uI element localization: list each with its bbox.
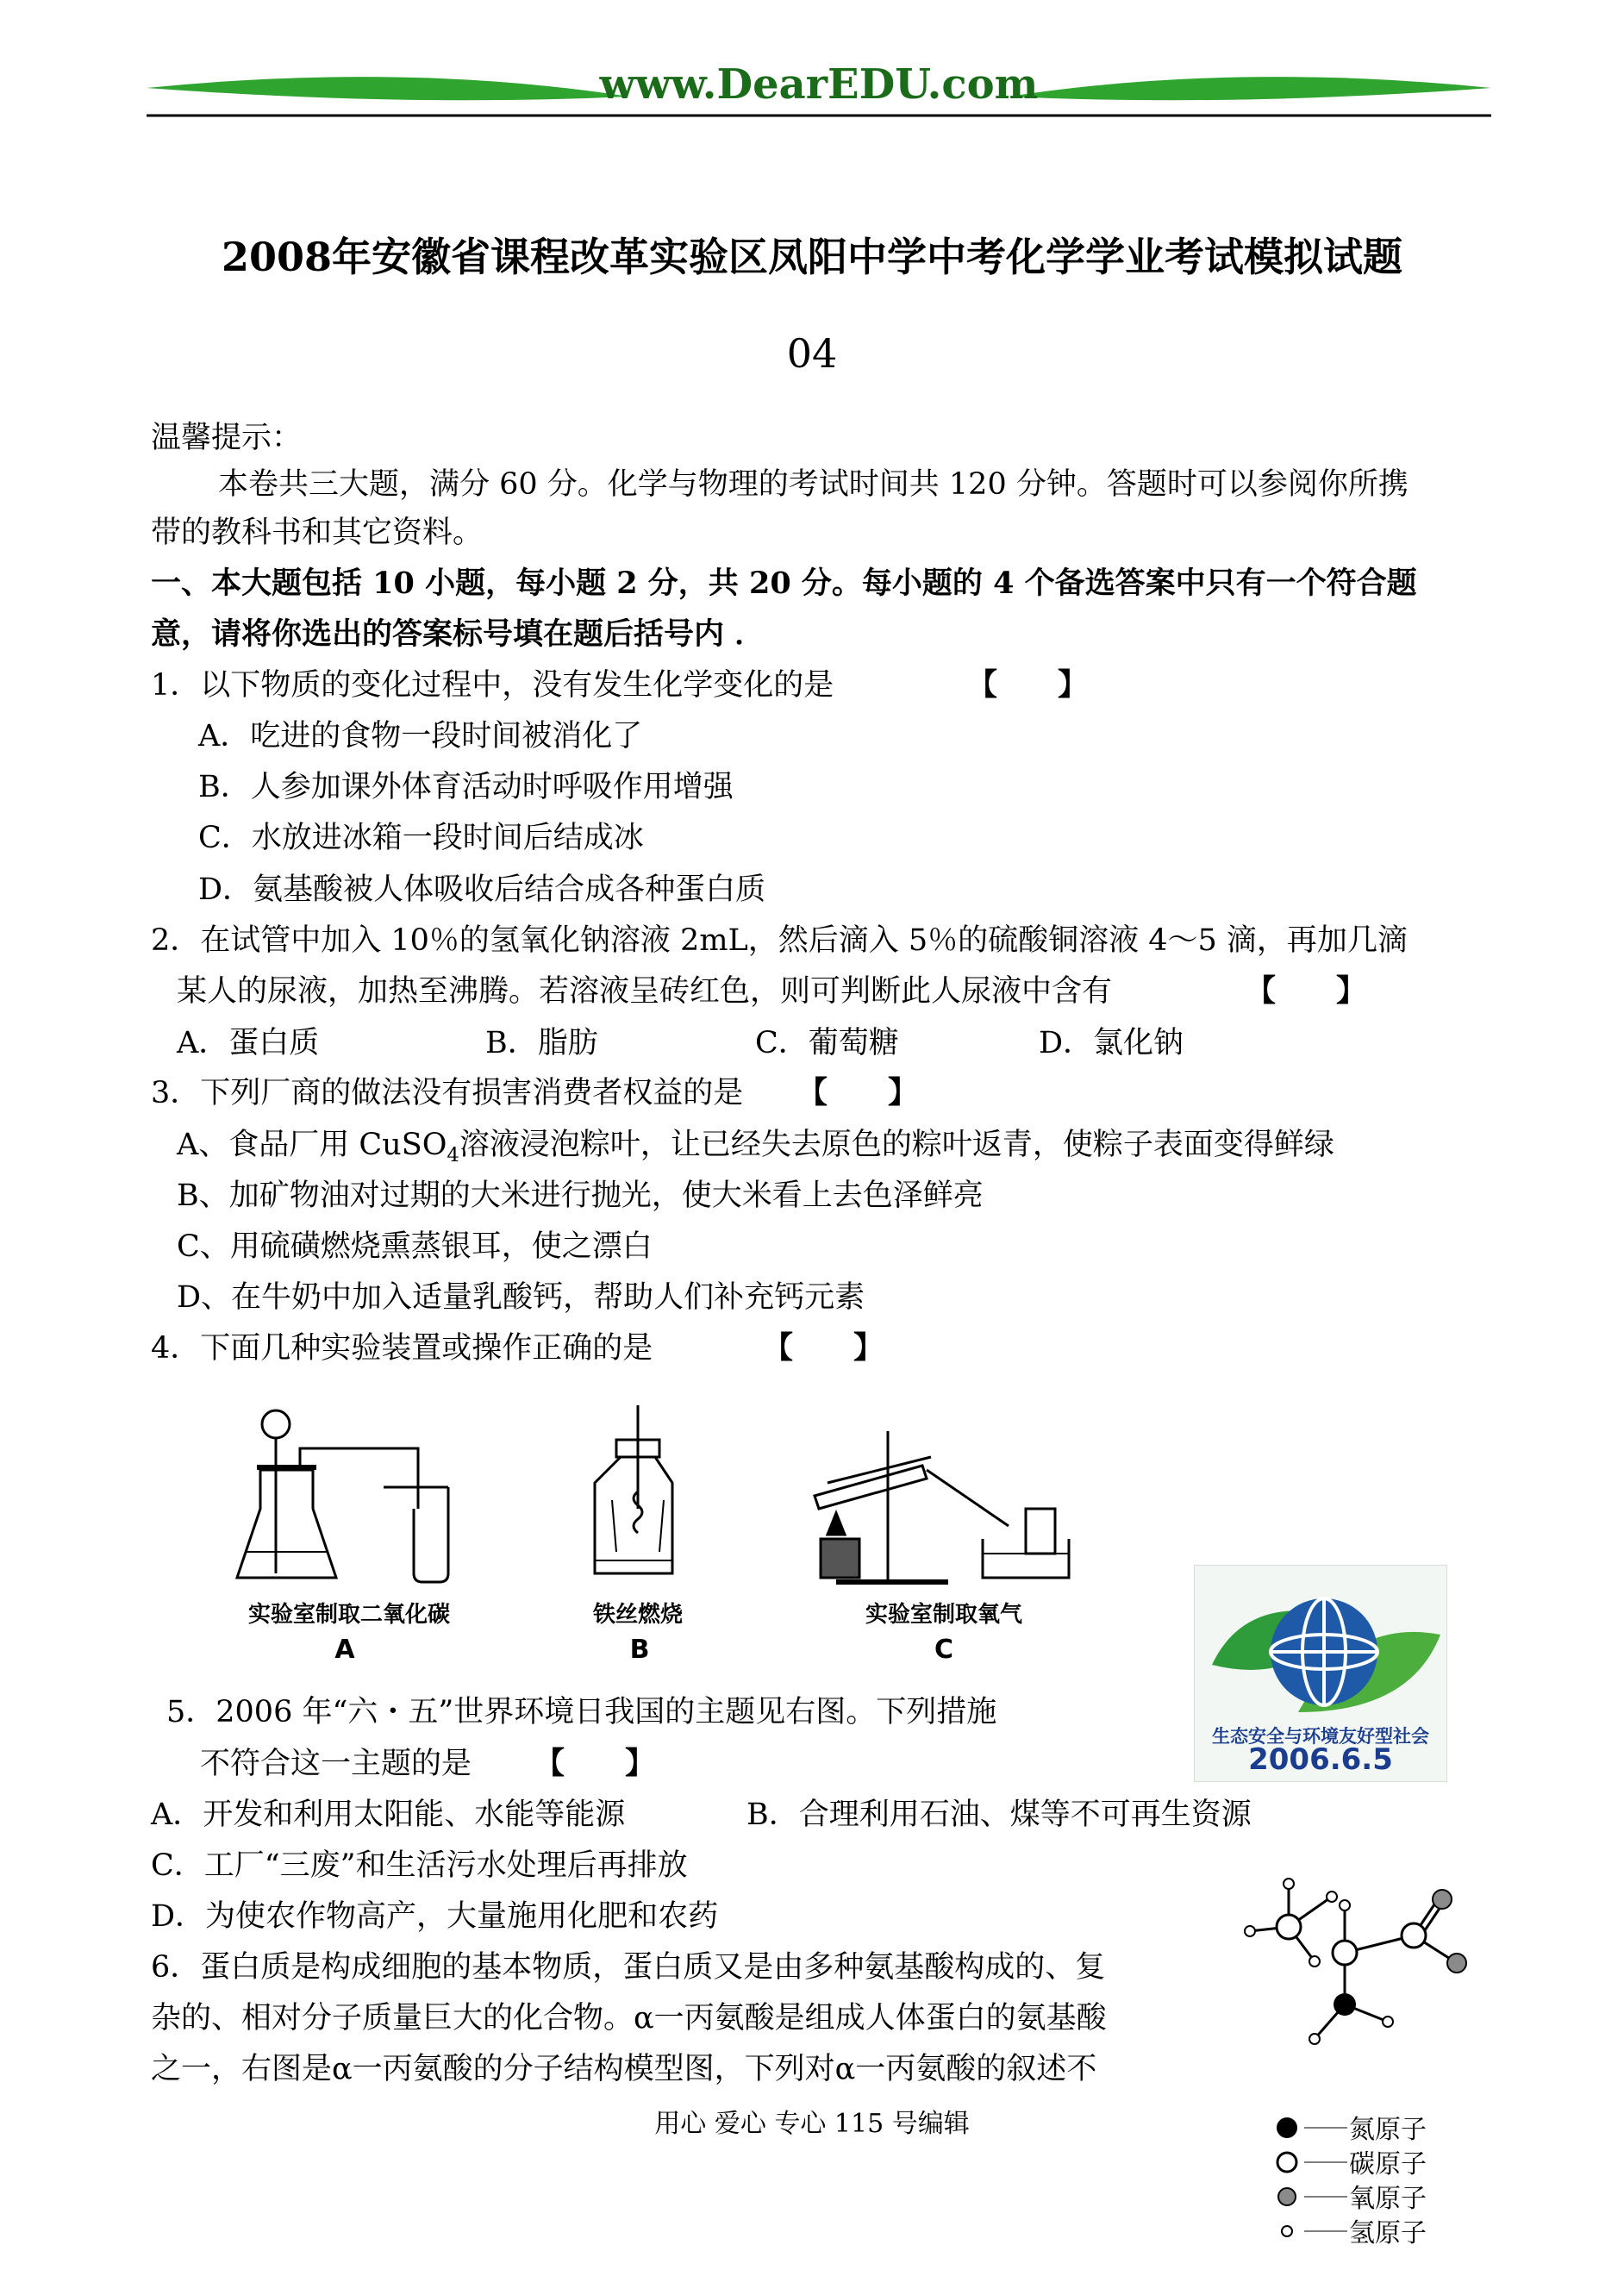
- q2-option-a: A．蛋白质: [177, 1026, 320, 1060]
- apparatus-c-caption: 实验室制取氧气: [865, 1602, 1022, 1628]
- apparatus-a-caption: 实验室制取二氧化碳: [247, 1602, 450, 1628]
- q4-stem: 4．下面几种实验装置或操作正确的是: [151, 1331, 653, 1366]
- apparatus-c-letter: C: [934, 1635, 954, 1665]
- q3-option-a: A、食品厂用 CuSO$_4$溶液浸泡粽叶，让已经失去原色的粽叶返青，使粽子表面变得鲜绿: [177, 1128, 1334, 1166]
- tips-label: 温馨提示：: [151, 421, 303, 455]
- apparatus-b-letter: B: [629, 1635, 650, 1665]
- q2-answer-bracket: 【 】: [1246, 973, 1367, 1009]
- q2-option-c: C．葡萄糖: [755, 1026, 899, 1060]
- q1-option-d: D．氨基酸被人体吸收后结合成各种蛋白质: [198, 872, 766, 907]
- q3-answer-bracket: 【 】: [797, 1075, 919, 1110]
- q3-option-b: B、加矿物油对过期的大米进行抛光，使大米看上去色泽鲜亮: [177, 1179, 984, 1213]
- q2-stem-line2: 某人的尿液，加热至沸腾。若溶液呈砖红色，则可判断此人尿液中含有: [177, 974, 1113, 1009]
- q6-stem-line2: 杂的、相对分子质量巨大的化合物。α一丙氨酸是组成人体蛋白的氨基酸: [151, 2001, 1107, 2035]
- apparatus-c-oxygen-diagram: [810, 1431, 1077, 1586]
- q1-option-b: B．人参加课外体育活动时呼吸作用增强: [198, 770, 734, 804]
- q5-option-b: B．合理利用石油、煤等不可再生资源: [746, 1798, 1252, 1832]
- legend-label-oxygen: 氧原子: [1349, 2184, 1427, 2214]
- q5-option-c: C．工厂“三废”和生活污水处理后再排放: [151, 1848, 688, 1883]
- q5-option-d: D．为使农作物高产，大量施用化肥和农药: [151, 1899, 719, 1934]
- q6-stem-line3: 之一，右图是α一丙氨酸的分子结构模型图，下列对α一丙氨酸的叙述不: [151, 2052, 1097, 2086]
- section-heading-line1: 一、本大题包括 10 小题，每小题 2 分，共 20 分。每小题的 4 个备选答案中只有一个符合题: [151, 566, 1417, 601]
- legend-marker-hydrogen-icon: [1274, 2218, 1300, 2244]
- tips-text-line1: 本卷共三大题，满分 60 分。化学与物理的考试时间共 120 分钟。答题时可以参阅你所携: [218, 467, 1409, 502]
- q1-answer-bracket: 【 】: [967, 667, 1089, 703]
- page-footer: 用心 爱心 专心 115 号编辑: [654, 2109, 970, 2139]
- q4-answer-bracket: 【 】: [763, 1330, 884, 1366]
- q2-option-d: D．氯化钠: [1039, 1026, 1184, 1060]
- q2-stem-line1: 2．在试管中加入 10％的氢氧化钠溶液 2mL，然后滴入 5％的硫酸铜溶液 4～5 滴，再加几滴: [151, 923, 1408, 958]
- legend-label-nitrogen: 氮原子: [1349, 2115, 1427, 2145]
- alanine-molecule-diagram: [1220, 1867, 1504, 2065]
- apparatus-b-iron-wire-diagram: [586, 1405, 681, 1586]
- apparatus-a-co2-diagram: [233, 1405, 457, 1595]
- section-heading-line2: 意，请将你选出的答案标号填在题后括号内 ．: [151, 616, 765, 652]
- q5-option-a: A．开发和利用太阳能、水能等能源: [151, 1798, 626, 1832]
- q2-option-b: B．脂肪: [485, 1026, 598, 1060]
- q3-stem: 3．下列厂商的做法没有损害消费者权益的是: [151, 1076, 744, 1110]
- q1-stem: 1．以下物质的变化过程中，没有发生化学变化的是: [151, 668, 834, 703]
- q5-answer-bracket: 【 】: [534, 1746, 656, 1781]
- page-title: 2008年安徽省课程改革实验区凤阳中学中考化学学业考试模拟试题: [221, 234, 1403, 280]
- tips-text-line2: 带的教科书和其它资料。: [151, 516, 484, 550]
- logo-date: 2006.6.5: [1248, 1742, 1393, 1777]
- q1-option-c: C．水放进冰箱一段时间后结成冰: [198, 821, 644, 855]
- q1-option-a: A．吃进的食物一段时间被消化了: [198, 719, 643, 754]
- globe-leaf-icon: [1195, 1566, 1446, 1721]
- legend-label-hydrogen: 氢原子: [1349, 2218, 1427, 2248]
- page-title-number: 04: [786, 330, 838, 377]
- q3-option-c: C、用硫磺燃烧熏蒸银耳，使之漂白: [177, 1229, 653, 1264]
- legend-marker-carbon-icon: [1274, 2149, 1300, 2175]
- legend-marker-oxygen-icon: [1274, 2184, 1300, 2210]
- q5-stem-line2: 不符合这一主题的是: [200, 1747, 472, 1781]
- q6-stem-line1: 6．蛋白质是构成细胞的基本物质，蛋白质又是由多种氨基酸构成的、复: [151, 1950, 1106, 1985]
- legend-label-carbon: 碳原子: [1349, 2149, 1427, 2179]
- apparatus-a-letter: A: [334, 1635, 355, 1665]
- q5-stem-line1: 5．2006 年“六・五”世界环境日我国的主题见右图。下列措施: [166, 1695, 997, 1729]
- q3-option-d: D、在牛奶中加入适量乳酸钙，帮助人们补充钙元素: [177, 1280, 865, 1315]
- header-site-name: www.DearEDU.com: [599, 60, 1039, 109]
- apparatus-b-caption: 铁丝燃烧: [592, 1602, 683, 1628]
- logo-slogan: 生态安全与环境友好型社会: [1212, 1726, 1429, 1747]
- environment-day-logo: [1194, 1565, 1447, 1782]
